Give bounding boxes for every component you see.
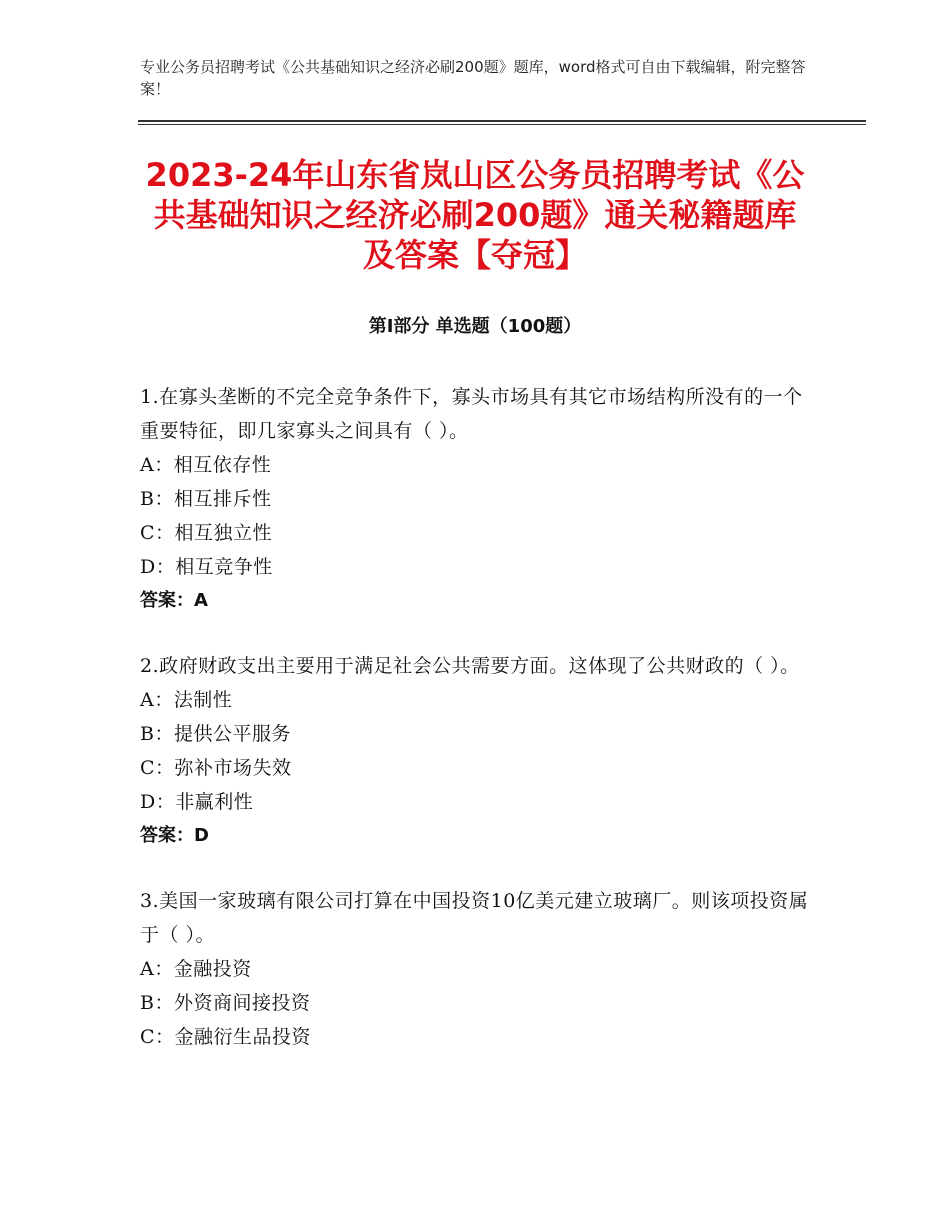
document-title: 2023-24年山东省岚山区公务员招聘考试《公共基础知识之经济必刷200题》通关秘籍题库及答案【夺冠】 xyxy=(145,156,805,274)
option-c: C：弥补市场失效 xyxy=(140,757,292,779)
question-2 xyxy=(140,649,810,853)
option-c: C：相互独立性 xyxy=(140,522,273,544)
option-a: A：金融投资 xyxy=(140,958,252,980)
option-b: B：提供公平服务 xyxy=(140,723,291,745)
option-a: A：法制性 xyxy=(140,689,233,711)
option-d: D：相互竞争性 xyxy=(140,556,273,578)
question-stem: 2.政府财政支出主要用于满足社会公共需要方面。这体现了公共财政的（ ）。 xyxy=(140,655,800,677)
option-b: B：外资商间接投资 xyxy=(140,992,311,1014)
question-list xyxy=(140,380,810,1085)
question-1 xyxy=(140,380,810,618)
section-title: 第Ⅰ部分 单选题（100题） xyxy=(368,316,582,337)
option-a: A：相互依存性 xyxy=(140,454,272,476)
answer: 答案：D xyxy=(140,825,209,846)
option-d: D：非赢利性 xyxy=(140,791,254,813)
question-3 xyxy=(140,884,810,1054)
header-note: 专业公务员招聘考试《公共基础知识之经济必刷200题》题库，word格式可自由下载编辑，附完整答案！ xyxy=(140,58,806,98)
question-stem: 3.美国一家玻璃有限公司打算在中国投资10亿美元建立玻璃厂。则该项投资属于（ ）。 xyxy=(140,890,809,946)
header-divider-thin xyxy=(138,124,866,125)
question-stem: 1.在寡头垄断的不完全竞争条件下，寡头市场具有其它市场结构所没有的一个重要特征，即几家寡头之间具有（ ）。 xyxy=(140,386,803,442)
answer: 答案：A xyxy=(140,590,208,611)
option-c: C：金融衍生品投资 xyxy=(140,1026,312,1048)
option-b: B：相互排斥性 xyxy=(140,488,272,510)
header-divider xyxy=(138,120,866,122)
